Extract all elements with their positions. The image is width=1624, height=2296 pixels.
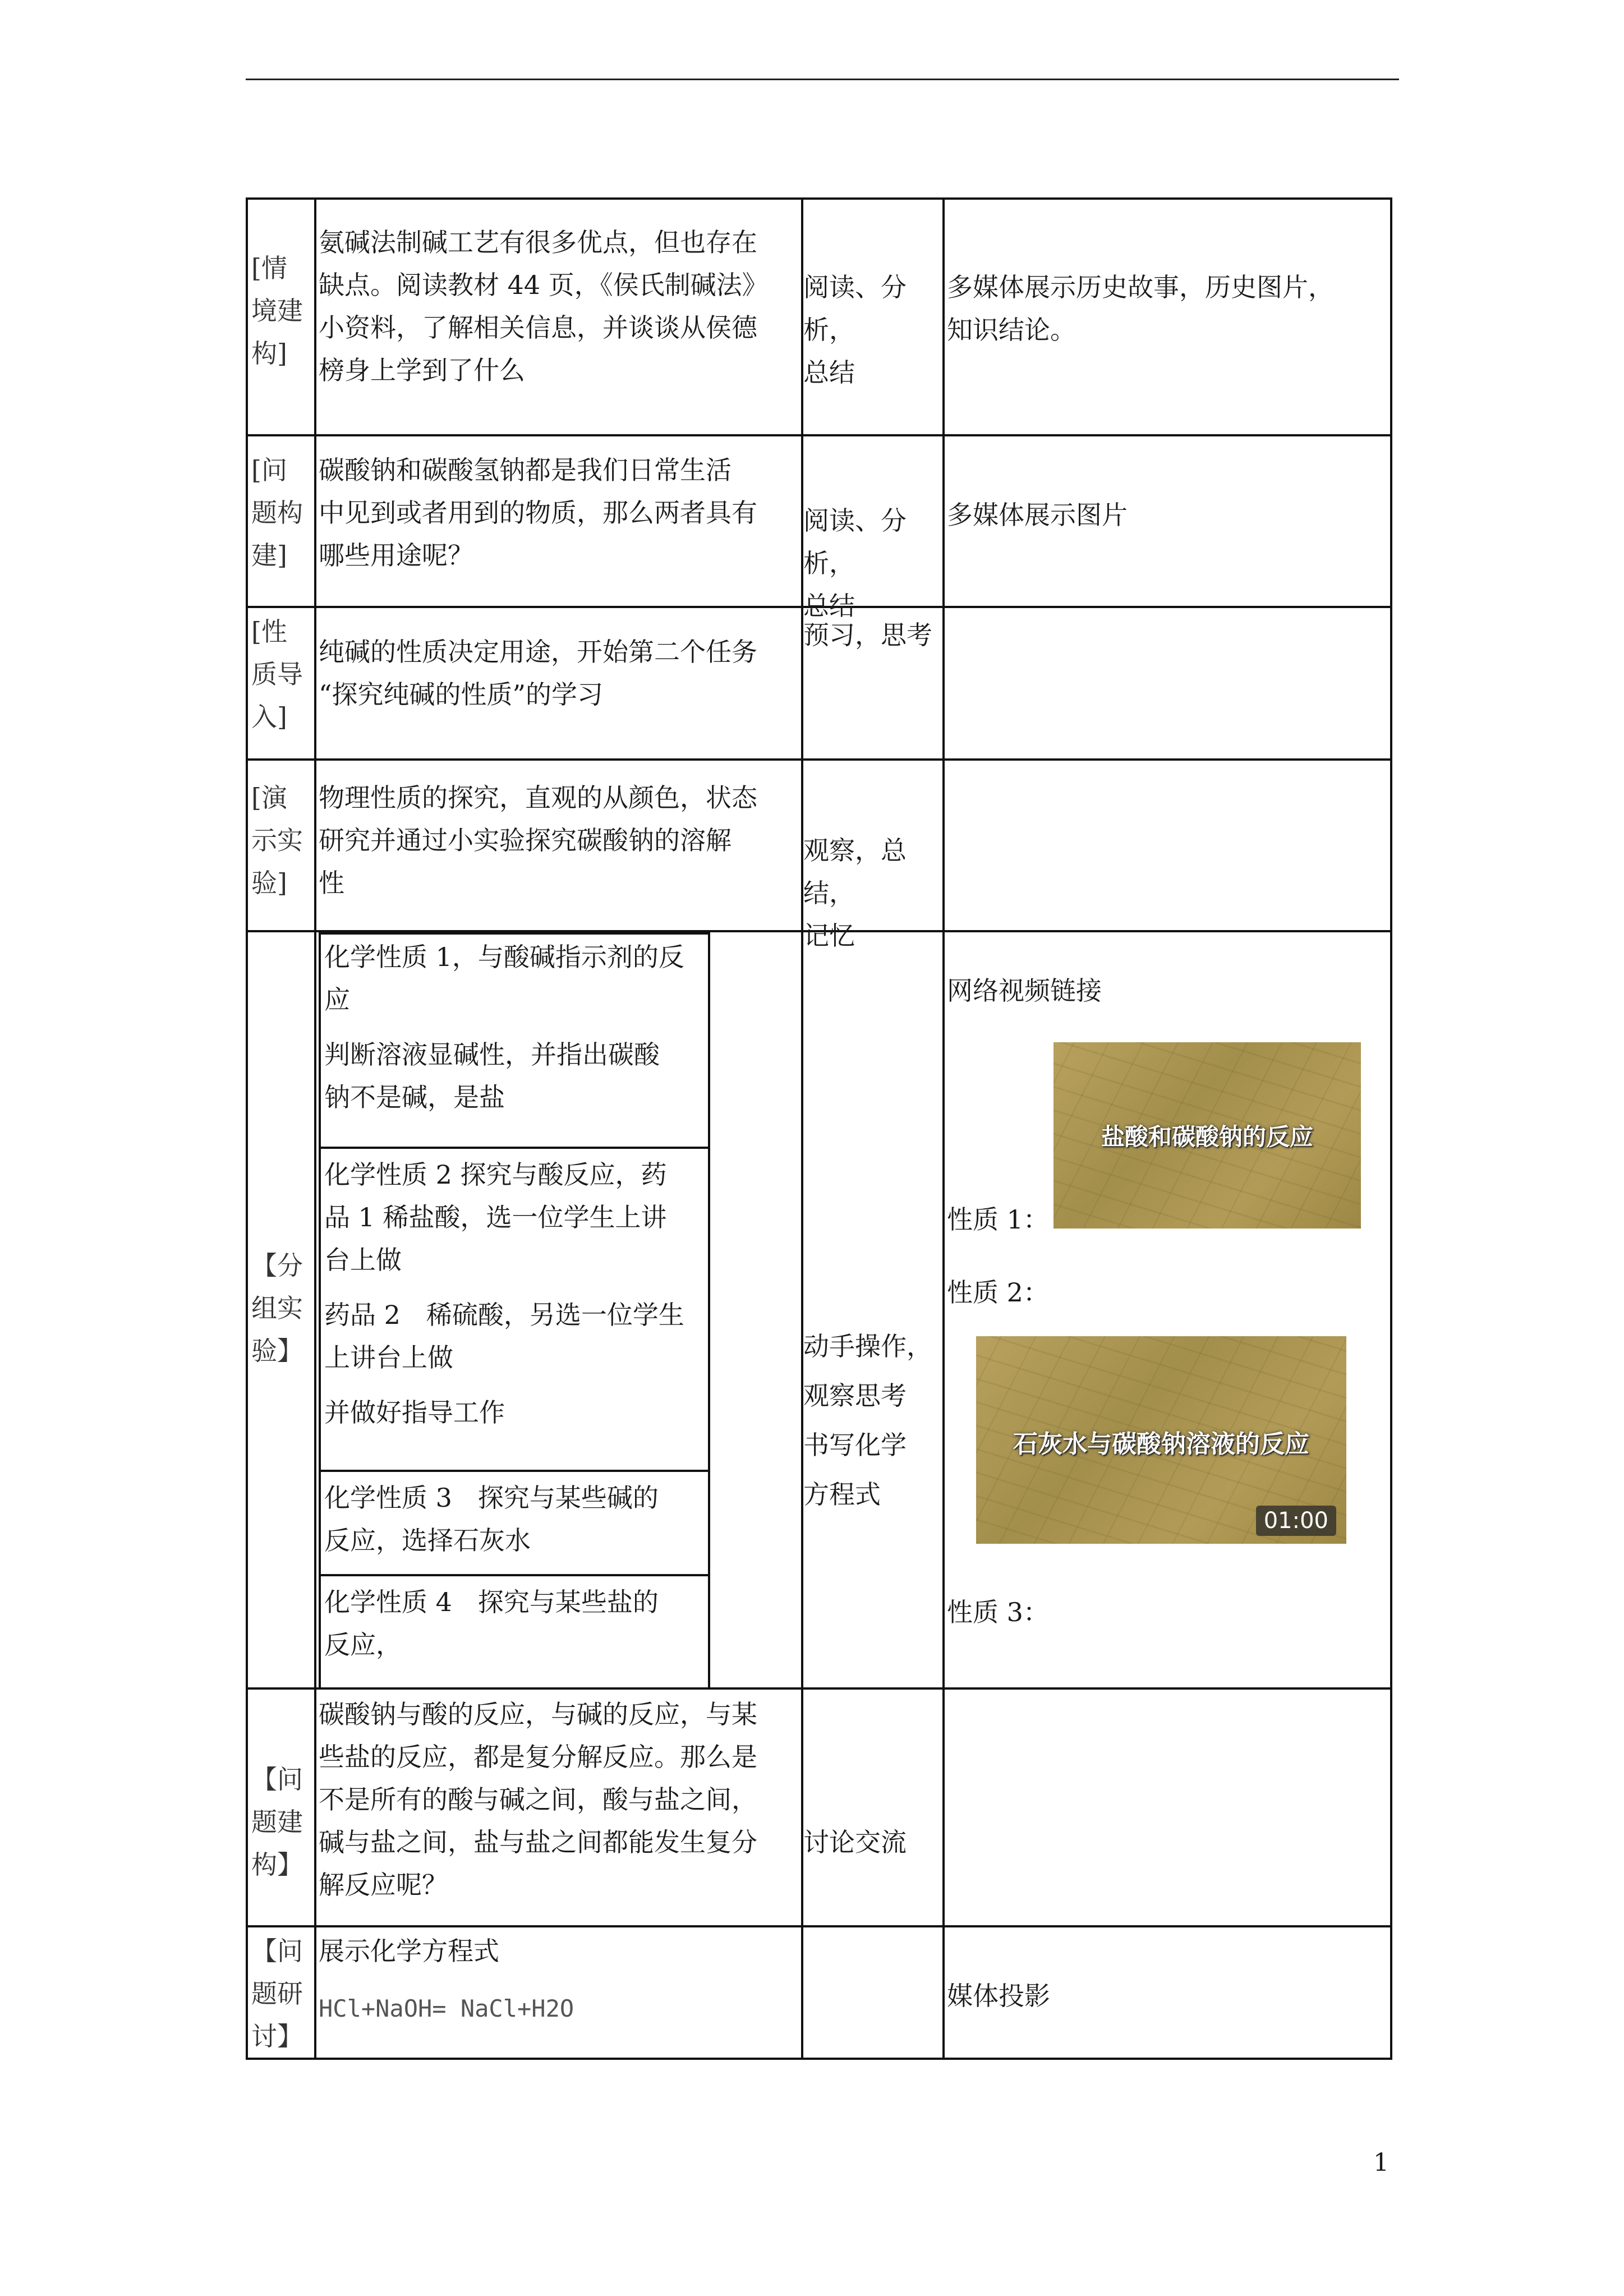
table-border-bottom <box>246 2058 1392 2060</box>
row-3-student-activity: 预习，思考 <box>803 620 932 650</box>
row-1-media: 多媒体展示历史故事，历史图片， 知识结论。 <box>947 272 1334 345</box>
row-divider-1 <box>246 434 1392 436</box>
row-7-media: 媒体投影 <box>947 1981 1050 2011</box>
video-1-caption: 盐酸和碳酸钠的反应 <box>1101 1123 1313 1151</box>
table-border-left <box>246 197 248 2060</box>
row-divider-6 <box>246 1925 1392 1927</box>
property-1-label: 性质 1： <box>947 1204 1049 1235</box>
page-number: 1 <box>1373 2148 1389 2177</box>
row-5-label: 【分 组实 验】 <box>251 1250 303 1366</box>
experiment-box-divider-1 <box>319 1147 710 1149</box>
experiment-box-4: 化学性质 4 探究与某些盐的 反应， <box>324 1587 659 1660</box>
row-divider-3 <box>246 758 1392 761</box>
experiment-box-2: 化学性质 2 探究与酸反应，药 品 1 稀盐酸，选一位学生上讲 台上做 药品 2 稀硫酸，另选一位学生 上讲台上做 并做好指导工作 <box>324 1159 684 1428</box>
video-thumbnail-2[interactable] <box>976 1336 1346 1544</box>
video-thumbnail-1[interactable] <box>1053 1042 1361 1228</box>
row-4-content: 物理性质的探究，直观的从颜色，状态 研究并通过小实验探究碳酸钠的溶解 性 <box>319 783 757 898</box>
media-title: 网络视频链接 <box>947 976 1102 1006</box>
table-col-divider-2 <box>801 197 803 2060</box>
row-2-media: 多媒体展示图片 <box>947 500 1128 530</box>
row-6-content: 碳酸钠与酸的反应，与碱的反应，与某 些盐的反应，都是复分解反应。那么是 不是所有的酸与碱之间，酸与盐之间， 碱与盐之间，盐与盐之间都能发生复分 解反应呢？ <box>319 1699 757 1900</box>
table-border-top <box>246 197 1392 200</box>
row-2-label: [问 题构 建] <box>251 455 303 570</box>
row-1-content: 氨碱法制碱工艺有很多优点，但也存在 缺点。阅读教材 44 页，《侯氏制碱法》 小资料，了解相关信息，并谈谈从侯德 榜身上学到了什么 <box>319 227 768 385</box>
row-6-label: 【问 题建 构】 <box>251 1764 303 1880</box>
row-5-student-activity: 动手操作， 观察思考 书写化学 方程式 <box>803 1331 932 1510</box>
row-2-content: 碳酸钠和碳酸氢钠都是我们日常生活 中见到或者用到的物质，那么两者具有 哪些用途呢？ <box>319 455 757 570</box>
table-col-divider-1 <box>314 197 316 2060</box>
chemical-equation: HCl+NaOH= NaCl+H2O <box>319 1995 574 2022</box>
row-7-label: 【问 题研 讨】 <box>251 1936 303 2051</box>
experiment-box-1: 化学性质 1，与酸碱指示剂的反 应 判断溶液显碱性，并指出碳酸 钠不是碱，是盐 <box>324 942 684 1112</box>
row-4-label: [演 示实 验] <box>251 783 303 898</box>
row-4-student-activity: 观察，总结， 记忆 <box>803 835 907 951</box>
video-2-caption: 石灰水与碳酸钠溶液的反应 <box>1013 1430 1309 1458</box>
video-2-duration: 01:00 <box>1256 1506 1336 1536</box>
row-1-student-activity: 阅读、分析， 总结 <box>803 272 907 388</box>
experiment-box-divider-2 <box>319 1470 710 1472</box>
row-3-label: [性 质导 入] <box>251 616 303 732</box>
row-1-label: [情 境建 构] <box>251 253 303 369</box>
row-3-content: 纯碱的性质决定用途，开始第二个任务 “探究纯碱的性质”的学习 <box>319 637 757 710</box>
row-2-student-activity: 阅读、分析， 总结 <box>803 505 907 621</box>
experiment-box-divider-3 <box>319 1574 710 1576</box>
row-6-student-activity: 讨论交流 <box>803 1827 907 1857</box>
property-2-label: 性质 2： <box>947 1277 1049 1308</box>
table-border-right <box>1390 197 1392 2060</box>
property-3-label: 性质 3： <box>947 1597 1049 1627</box>
row-7-content: 展示化学方程式 <box>319 1936 499 1966</box>
experiment-box-3: 化学性质 3 探究与某些碱的 反应，选择石灰水 <box>324 1483 659 1556</box>
table-col-divider-3 <box>942 197 945 2060</box>
header-rule <box>246 79 1399 80</box>
